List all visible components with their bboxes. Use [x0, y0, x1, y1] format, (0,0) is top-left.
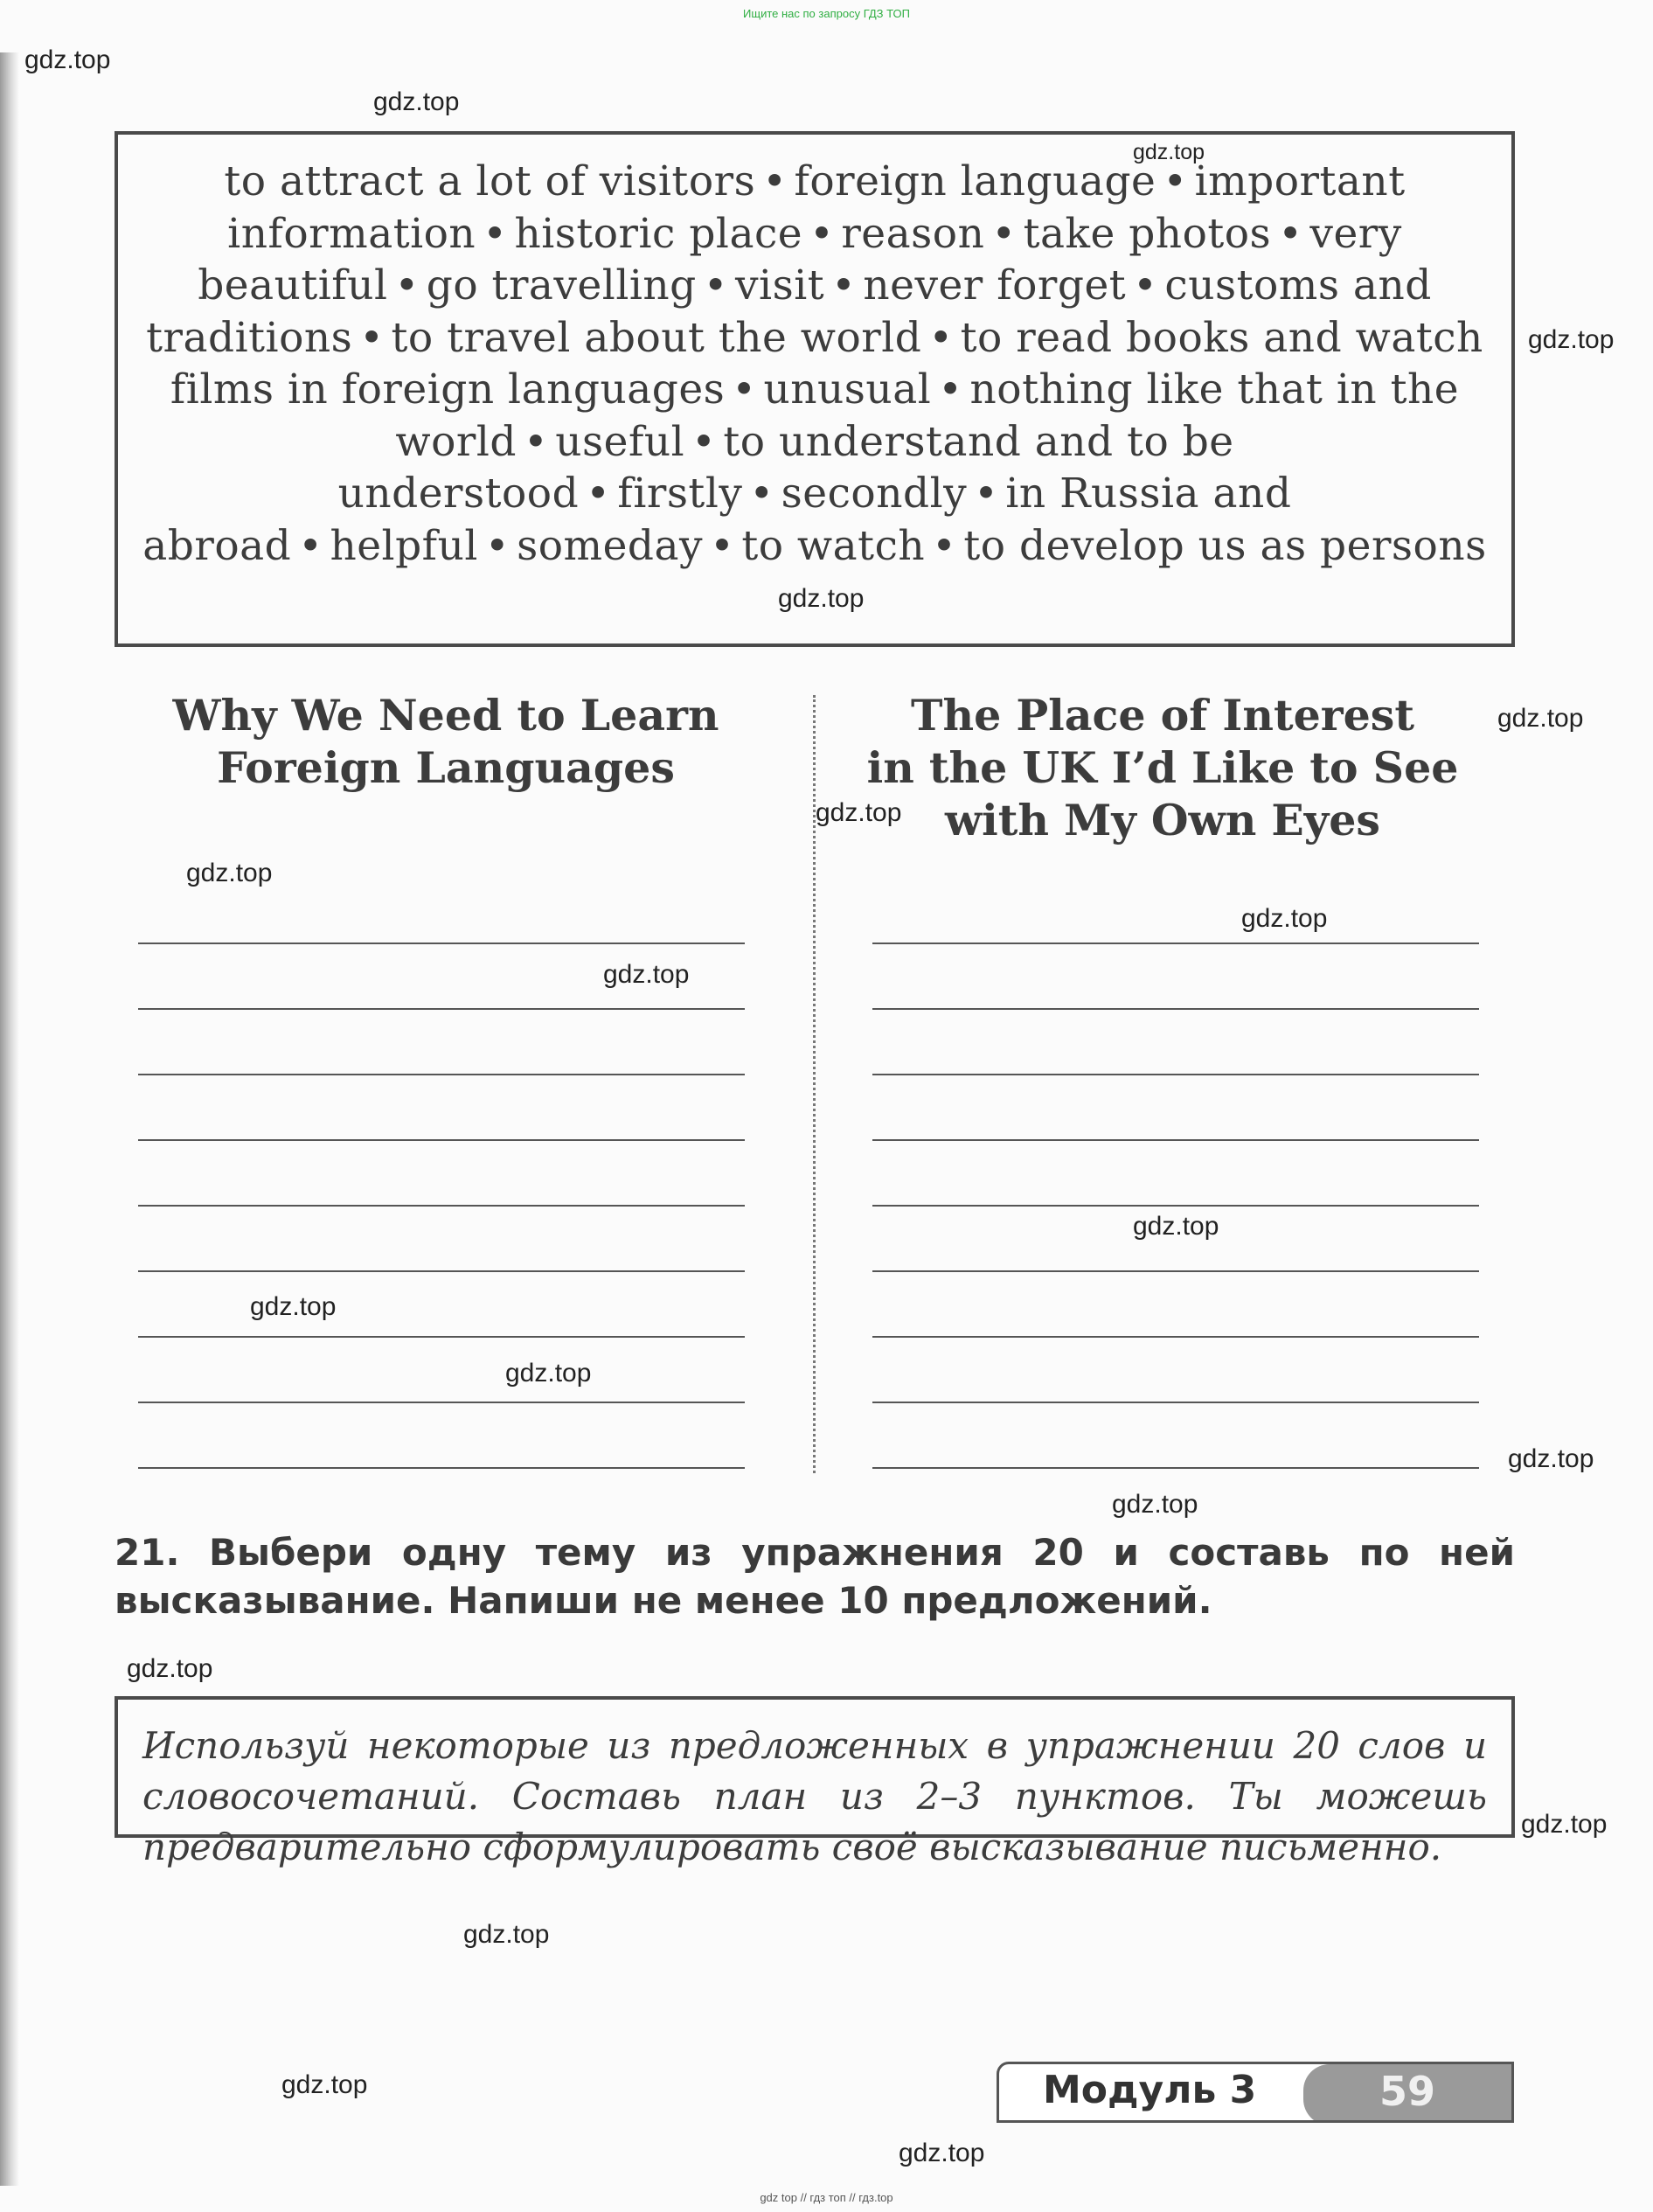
watermark: gdz.top: [603, 960, 690, 989]
right-writing-line[interactable]: [872, 1336, 1479, 1338]
watermark: gdz.top: [505, 1359, 592, 1388]
word-item: useful: [555, 417, 685, 466]
word-item: go travelling: [426, 261, 697, 310]
bullet-separator: •: [1163, 157, 1188, 205]
watermark: gdz.top: [1241, 904, 1328, 933]
watermark: gdz.top: [1521, 1810, 1608, 1839]
word-item: visit: [735, 261, 825, 310]
right-writing-line[interactable]: [872, 1139, 1479, 1141]
left-title-line: Foreign Languages: [217, 742, 675, 793]
right-writing-line[interactable]: [872, 1467, 1479, 1469]
page-number-box: [1303, 2064, 1511, 2123]
watermark: gdz.top: [899, 2139, 985, 2167]
word-item: never forget: [863, 261, 1127, 310]
watermark: gdz.top: [1508, 1444, 1594, 1473]
left-writing-line[interactable]: [138, 1205, 745, 1207]
bullet-separator: •: [831, 261, 857, 310]
word-item: in Russia and abroad: [142, 470, 1292, 570]
bullet-separator: •: [809, 209, 835, 258]
word-item: unusual: [763, 365, 932, 414]
word-list: [135, 156, 1494, 572]
right-writing-line[interactable]: [872, 943, 1479, 944]
bullet-separator: •: [932, 521, 957, 570]
right-writing-line[interactable]: [872, 1008, 1479, 1010]
word-item: reason: [841, 209, 985, 258]
right-title-line: with My Own Eyes: [944, 795, 1380, 845]
left-writing-line[interactable]: [138, 1074, 745, 1075]
word-box: [115, 131, 1515, 647]
left-writing-line[interactable]: [138, 1139, 745, 1141]
right-title-line: The Place of Interest: [911, 690, 1414, 741]
watermark: gdz.top: [816, 798, 902, 827]
page-number: 59: [1379, 2068, 1435, 2115]
left-writing-line[interactable]: [138, 1402, 745, 1403]
word-item: helpful: [330, 521, 478, 570]
right-writing-line[interactable]: [872, 1205, 1479, 1207]
word-item: to understand and to be understood: [337, 417, 1234, 518]
bullet-separator: •: [732, 365, 757, 414]
bullet-separator: •: [394, 261, 420, 310]
bullet-separator: •: [991, 209, 1017, 258]
right-title-line: in the UK I’d Like to See: [866, 742, 1459, 793]
watermark: gdz.top: [463, 1920, 550, 1949]
watermark: gdz.top: [1112, 1490, 1198, 1519]
module-label: Модуль 3: [1043, 2068, 1257, 2112]
word-item: firstly: [617, 470, 743, 518]
exercise-21-instruction: [115, 1528, 1515, 1624]
word-item: very beautiful: [198, 209, 1402, 310]
watermark: gdz.top: [1133, 140, 1205, 164]
exercise-number: 21.: [115, 1531, 180, 1574]
word-item: secondly: [781, 470, 968, 518]
right-writing-line[interactable]: [872, 1074, 1479, 1075]
hint-box: [115, 1696, 1515, 1868]
left-writing-line[interactable]: [138, 1336, 745, 1338]
watermark: gdz.top: [1133, 1212, 1219, 1241]
word-item: to read books and watch films in foreign languages: [170, 313, 1483, 414]
watermark: gdz.top: [1497, 704, 1584, 733]
bullet-separator: •: [749, 470, 774, 518]
hint-text: Используй некоторые из предложенных в упражнении 20 слов и словосочетаний. Составь план из 2–3 пунктов. Ты можешь предварительно сформулировать своё высказывание письменно.: [142, 1724, 1487, 1868]
watermark: gdz.top: [281, 2070, 368, 2099]
word-item: important information: [227, 157, 1406, 258]
bullet-separator: •: [484, 521, 510, 570]
left-writing-line[interactable]: [138, 943, 745, 944]
module-footer-tab: [997, 2062, 1514, 2123]
left-writing-line[interactable]: [138, 1008, 745, 1010]
word-item: someday: [517, 521, 704, 570]
watermark: gdz.top: [186, 859, 273, 887]
right-writing-line[interactable]: [872, 1402, 1479, 1403]
watermark: gdz.top: [250, 1292, 337, 1321]
bullet-separator: •: [586, 470, 611, 518]
word-item: historic place: [514, 209, 803, 258]
watermark: gdz.top: [373, 87, 460, 116]
watermark: gdz.top: [778, 584, 865, 613]
left-column-title: [140, 689, 752, 794]
bullet-separator: •: [703, 261, 728, 310]
left-title-line: Why We Need to Learn: [172, 690, 719, 741]
word-item: to attract a lot of visitors: [224, 157, 756, 205]
bullet-separator: •: [710, 521, 735, 570]
word-item: to watch: [741, 521, 926, 570]
bullet-separator: •: [359, 313, 385, 362]
right-column-title: [839, 689, 1486, 846]
bullet-separator: •: [691, 417, 717, 466]
header-banner: Ищите нас по запросу ГДЗ ТОП: [743, 7, 910, 20]
footer-banner: gdz top // гдз топ // гдз.top: [760, 2191, 893, 2204]
watermark: gdz.top: [127, 1654, 213, 1683]
bullet-separator: •: [1133, 261, 1158, 310]
left-writing-line[interactable]: [138, 1467, 745, 1469]
right-writing-line[interactable]: [872, 1270, 1479, 1272]
page-binding-shadow: [0, 52, 19, 2186]
word-item: nothing like that in the world: [395, 365, 1460, 466]
bullet-separator: •: [928, 313, 954, 362]
bullet-separator: •: [524, 417, 549, 466]
word-item: to travel about the world: [391, 313, 922, 362]
word-item: foreign language: [794, 157, 1156, 205]
left-writing-line[interactable]: [138, 1270, 745, 1272]
exercise-text: Выбери одну тему из упражнения 20 и составь по ней высказывание. Напиши не менее 10 предложений.: [115, 1531, 1515, 1622]
bullet-separator: •: [298, 521, 323, 570]
watermark: gdz.top: [1528, 325, 1615, 354]
word-item: customs and traditions: [146, 261, 1432, 362]
word-item: to develop us as persons: [963, 521, 1487, 570]
column-divider: [813, 695, 816, 1473]
bullet-separator: •: [974, 470, 999, 518]
bullet-separator: •: [1278, 209, 1303, 258]
bullet-separator: •: [483, 209, 508, 258]
bullet-separator: •: [938, 365, 963, 414]
watermark: gdz.top: [24, 45, 111, 74]
word-item: take photos: [1023, 209, 1272, 258]
bullet-separator: •: [762, 157, 788, 205]
